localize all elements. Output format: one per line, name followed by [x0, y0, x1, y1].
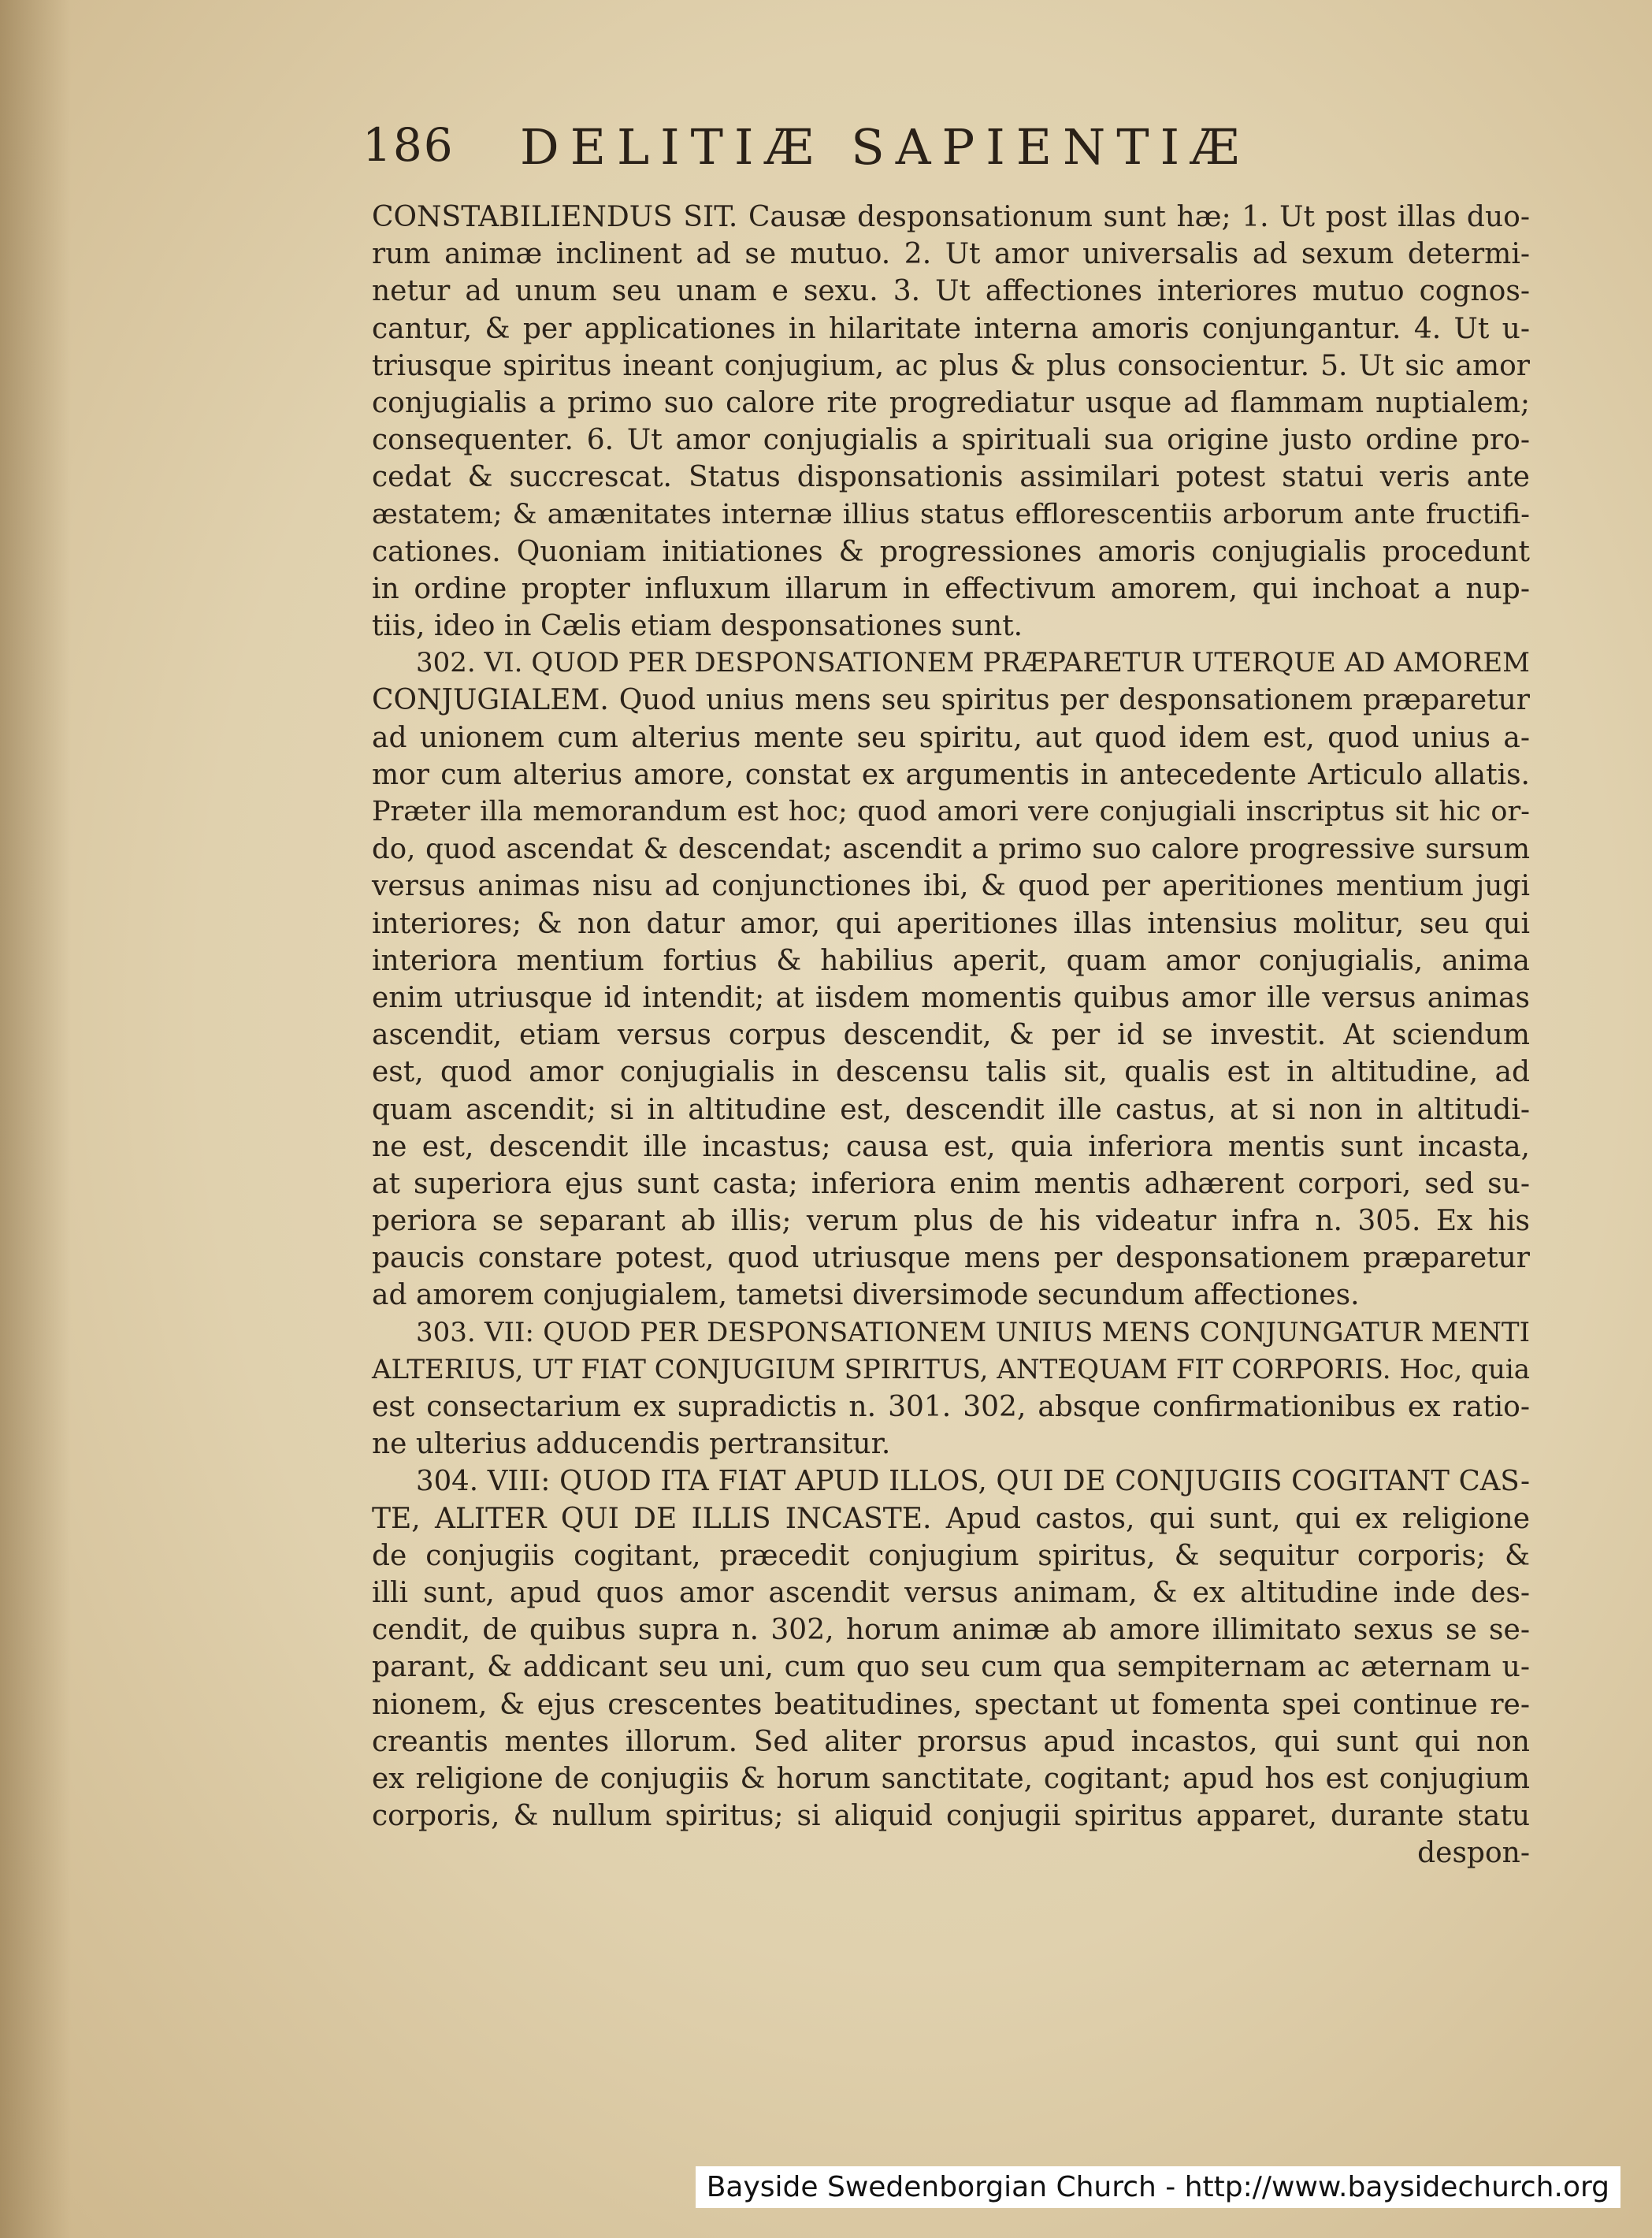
text-line: æstatem; & amænitates internæ illius status efflorescentiis arborum ante fructifi- — [372, 498, 1530, 530]
text-line: interiores; & non datur amor, qui aperitiones illas intensius molitur, seu qui — [372, 907, 1530, 940]
catchword: despon- — [1417, 1837, 1530, 1870]
text-line: cendit, de quibus supra n. 302, horum animæ ab amore illimitato sexus se se- — [372, 1614, 1530, 1647]
text-line: do, quod ascendat & descendat; ascendit a primo suo calore progressive sursum — [372, 833, 1530, 866]
page-header — [362, 118, 1544, 189]
text-line: CONJUGIALEM. Quod unius mens seu spiritus per desponsationem præparetur — [372, 684, 1530, 717]
text-line: Præter illa memorandum est hoc; quod amori vere conjugiali inscriptus sit hic or- — [372, 796, 1530, 827]
section-302-heading: 302. VI. QUOD PER DESPONSATIONEM PRÆPARETUR UTERQUE AD AMOREM — [416, 647, 1530, 679]
text-line: TE, ALITER QUI DE ILLIS INCASTE. Apud castos, qui sunt, qui ex religione — [372, 1502, 1530, 1535]
text-line: ne ulterius adducendis pertransitur. — [372, 1428, 891, 1461]
text-line: cantur, & per applicationes in hilaritate interna amoris conjungantur. 4. Ut u- — [372, 312, 1530, 345]
binding-shadow — [0, 0, 71, 2238]
text-line: paucis constare potest, quod utriusque mens per desponsationem præparetur — [372, 1242, 1530, 1275]
text-line: illi sunt, apud quos amor ascendit versus animam, & ex altitudine inde des- — [372, 1576, 1530, 1609]
text-line: versus animas nisu ad conjunctiones ibi, & quod per aperitiones mentium jugi — [372, 870, 1530, 903]
text-line: corporis, & nullum spiritus; si aliquid conjugii spiritus apparet, durante statu — [372, 1800, 1530, 1833]
running-title: DELITIÆ SAPIENTIÆ — [520, 118, 1251, 176]
text-line: cedat & succrescat. Status disponsationis assimilari potest statui veris ante — [372, 461, 1530, 494]
text-line: ad amorem conjugialem, tametsi diversimode secundum affectiones. — [372, 1279, 1360, 1312]
text-line: enim utriusque id intendit; at iisdem momentis quibus amor ille versus animas — [372, 981, 1530, 1014]
text-line: ALTERIUS, UT FIAT CONJUGIUM SPIRITUS, ANTEQUAM FIT CORPORIS. Hoc, quia — [372, 1353, 1530, 1385]
body-text — [372, 199, 1530, 1872]
text-line: ascendit, etiam versus corpus descendit, & per id se investit. At sciendum — [372, 1019, 1530, 1052]
text-line: conjugialis a primo suo calore rite progrediatur usque ad flammam nuptialem; — [372, 386, 1530, 419]
text-line: nionem, & ejus crescentes beatitudines, spectant ut fomenta spei continue re- — [372, 1688, 1530, 1721]
text-line: est consectarium ex supradictis n. 301. 302, absque confirmationibus ex ratio- — [372, 1391, 1530, 1423]
text-line: cationes. Quoniam initiationes & progressiones amoris conjugialis procedunt — [372, 535, 1530, 568]
text-line: interiora mentium fortius & habilius aperit, quam amor conjugialis, anima — [372, 944, 1530, 977]
page-number: 186 — [362, 118, 455, 172]
text-line: mor cum alterius amore, constat ex argumentis in antecedente Articulo allatis. — [372, 758, 1530, 791]
section-304-heading: 304. VIII: QUOD ITA FIAT APUD ILLOS, QUI DE CONJUGIIS COGITANT CAS- — [416, 1465, 1530, 1498]
text-line: ne est, descendit ille incastus; causa est, quia inferiora mentis sunt incasta, — [372, 1130, 1530, 1163]
text-line: quam ascendit; si in altitudine est, descendit ille castus, at si non in altitudi- — [372, 1093, 1530, 1126]
text-line: CONSTABILIENDUS SIT. Causæ desponsationum sunt hæ; 1. Ut post illas duo- — [372, 201, 1530, 233]
text-line: at superiora ejus sunt casta; inferiora enim mentis adhærent corpori, sed su- — [372, 1167, 1530, 1200]
text-line: ex religione de conjugiis & horum sanctitate, cogitant; apud hos est conjugium — [372, 1762, 1530, 1795]
section-303-heading: 303. VII: QUOD PER DESPONSATIONEM UNIUS MENS CONJUNGATUR MENTI — [416, 1316, 1530, 1348]
text-line: parant, & addicant seu uni, cum quo seu cum qua sempiternam ac æternam u- — [372, 1651, 1530, 1684]
text-line: creantis mentes illorum. Sed aliter prorsus apud incastos, qui sunt qui non — [372, 1725, 1530, 1758]
text-line: netur ad unum seu unam e sexu. 3. Ut affectiones interiores mutuo cognos- — [372, 275, 1530, 308]
text-line: de conjugiis cogitant, præcedit conjugium spiritus, & sequitur corporis; & — [372, 1539, 1530, 1572]
text-line: tiis, ideo in Cælis etiam desponsationes sunt. — [372, 610, 1023, 643]
text-line: ad unionem cum alterius mente seu spiritu, aut quod idem est, quod unius a- — [372, 721, 1530, 754]
text-line: triusque spiritus ineant conjugium, ac plus & plus consocientur. 5. Ut sic amor — [372, 349, 1530, 382]
source-watermark: Bayside Swedenborgian Church - http://www.baysidechurch.org — [696, 2166, 1620, 2208]
text-line: est, quod amor conjugialis in descensu talis sit, qualis est in altitudine, ad — [372, 1056, 1530, 1089]
text-line: periora se separant ab illis; verum plus de his videatur infra n. 305. Ex his — [372, 1205, 1530, 1238]
text-line: consequenter. 6. Ut amor conjugialis a spirituali sua origine justo ordine pro- — [372, 424, 1530, 457]
text-line: rum animæ inclinent ad se mutuo. 2. Ut amor universalis ad sexum determi- — [372, 238, 1530, 271]
text-line: in ordine propter influxum illarum in effectivum amorem, qui inchoat a nup- — [372, 572, 1530, 605]
